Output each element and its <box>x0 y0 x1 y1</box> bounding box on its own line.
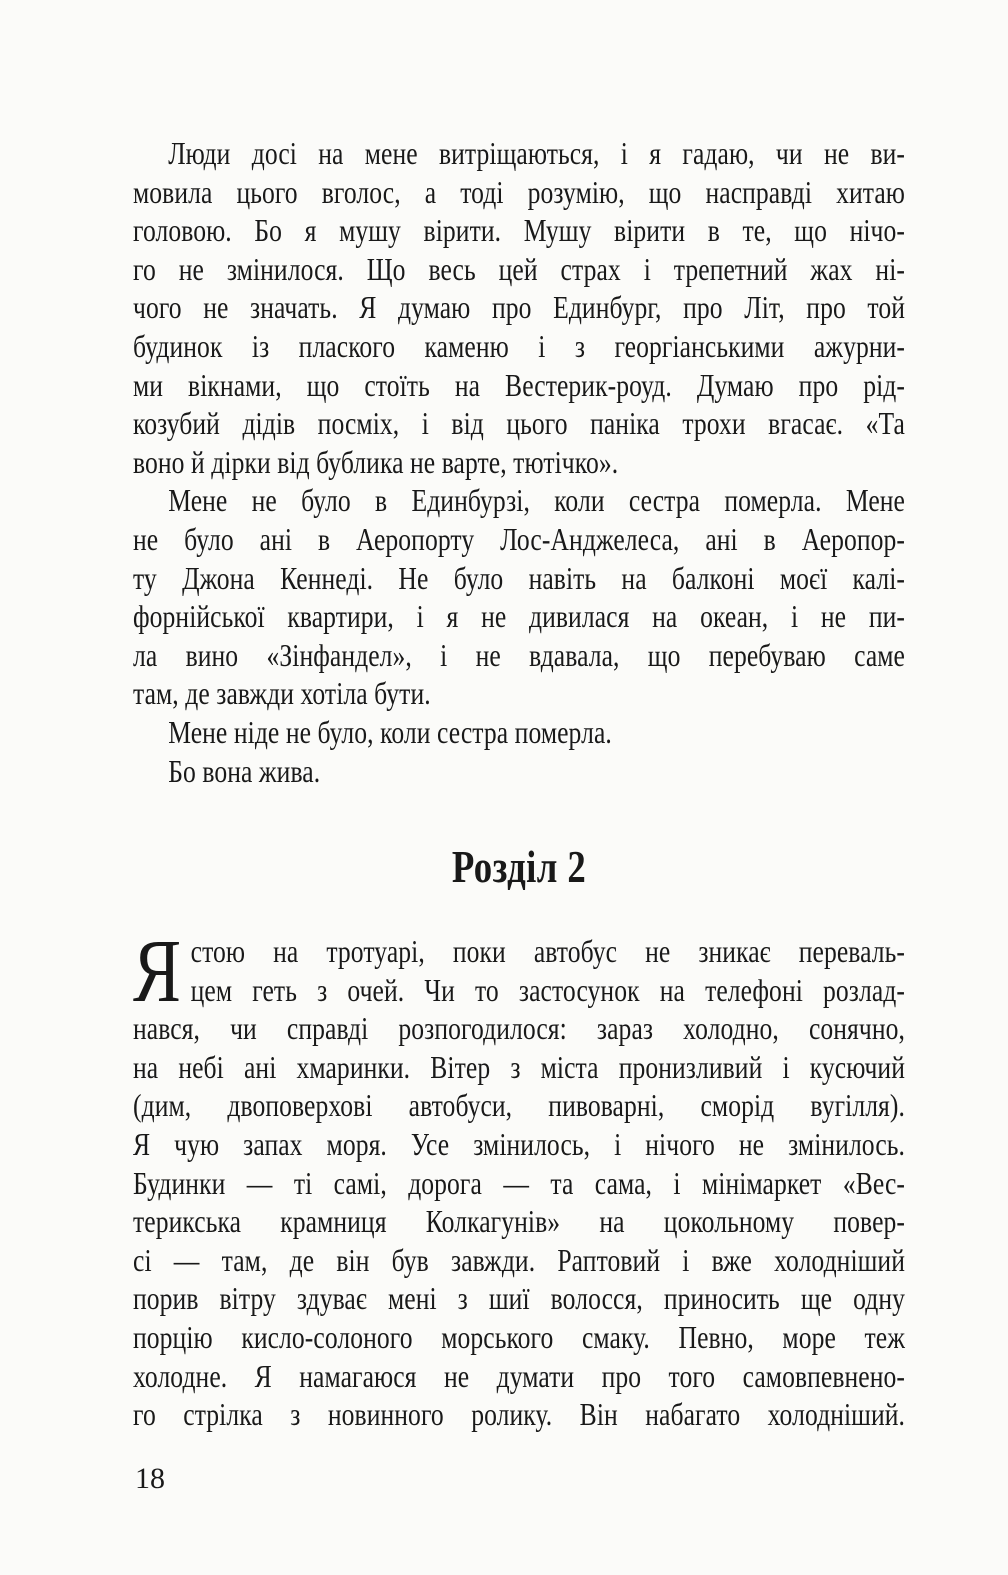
text-line: не було ані в Аеропорту Лос-Анджелеса, ані в Аеропор- <box>133 520 905 557</box>
text-line: на небі ані хмаринки. Вітер з міста пронизливий і кусючий <box>133 1048 905 1085</box>
text-line: мовила цього вголос, а тоді розумію, що насправді хитаю <box>133 173 905 210</box>
text-line: Мене не було в Единбурзі, коли сестра померла. Мене <box>168 482 905 519</box>
chapter-heading: Розділ 2 <box>451 841 587 893</box>
text-line: будинок із плаского каменю і з георгіанськими ажурни- <box>133 327 905 364</box>
text-line: чого не значать. Я думаю про Единбург, про Літ, про той <box>133 289 905 326</box>
text-line: порив вітру здуває мені з шиї волосся, приносить ще одну <box>133 1280 905 1317</box>
paragraph <box>133 713 905 752</box>
text-line: Я чую запах моря. Усе змінилось, і нічого не змінилось. <box>133 1126 905 1163</box>
text-block <box>133 134 905 1454</box>
text-line: ми вікнами, що стоїть на Вестерик-роуд. Думаю про рід- <box>133 366 905 403</box>
text-line: нався, чи справді розпогодилося: зараз холодно, сонячно, <box>133 1010 905 1047</box>
paragraph <box>133 134 905 481</box>
text-line: воно й дірки від бублика не варте, тютічко». <box>133 443 619 480</box>
text-line: го не змінилося. Що весь цей страх і трепетний жах ні- <box>133 250 905 287</box>
text-line: терикська крамниця Колкагунів» на цокольному повер- <box>133 1203 905 1240</box>
text-line: го стрілка з новинного ролику. Він набагато холодніший. <box>133 1396 905 1433</box>
text-line: головою. Бо я мушу вірити. Мушу вірити в те, що нічо- <box>133 212 905 249</box>
text-line: Люди досі на мене витріщаються, і я гадаю, чи не ви- <box>168 135 905 171</box>
page-number: 18 <box>135 1462 165 1495</box>
text-line: цем геть з очей. Чи то застосунок на телефоні розлад- <box>190 971 905 1008</box>
text-line: Мене ніде не було, коли сестра померла. <box>168 713 612 750</box>
text-line: Бо вона жива. <box>168 752 321 789</box>
text-line: холодне. Я намагаюся не думати про того самовпевнено- <box>133 1357 905 1394</box>
text-line: (дим, двоповерхові автобуси, пивоварні, сморід вугілля). <box>133 1087 905 1124</box>
text-line: козубий дідів посміх, і від цього паніка трохи вгасає. «Та <box>133 405 905 442</box>
text-line: форнійської квартири, і я не дивилася на океан, і не пи- <box>133 598 905 635</box>
drop-cap-letter: Я <box>133 922 182 1022</box>
text-line: там, де завжди хотіла бути. <box>133 675 431 712</box>
text-line: сі — там, де він був завжди. Раптовий і вже холодніший <box>133 1241 905 1278</box>
text-line: порцію кисло-солоного морського смаку. Певно, море теж <box>133 1319 905 1356</box>
dropcap-paragraph <box>133 922 905 1434</box>
text-line: Будинки — ті самі, дорога — та сама, і мінімаркет «Вес- <box>133 1164 905 1201</box>
text-line: стою на тротуарі, поки автобус не зникає переваль- <box>190 933 905 970</box>
text-line: ла вино «Зінфандел», і не вдавала, що перебуваю саме <box>133 636 905 673</box>
text-line: ту Джона Кеннеді. Не було навіть на балконі моєї калі- <box>133 559 905 596</box>
text-scale-wrapper <box>133 134 905 1434</box>
paragraph <box>133 481 905 713</box>
paragraph <box>133 752 905 791</box>
